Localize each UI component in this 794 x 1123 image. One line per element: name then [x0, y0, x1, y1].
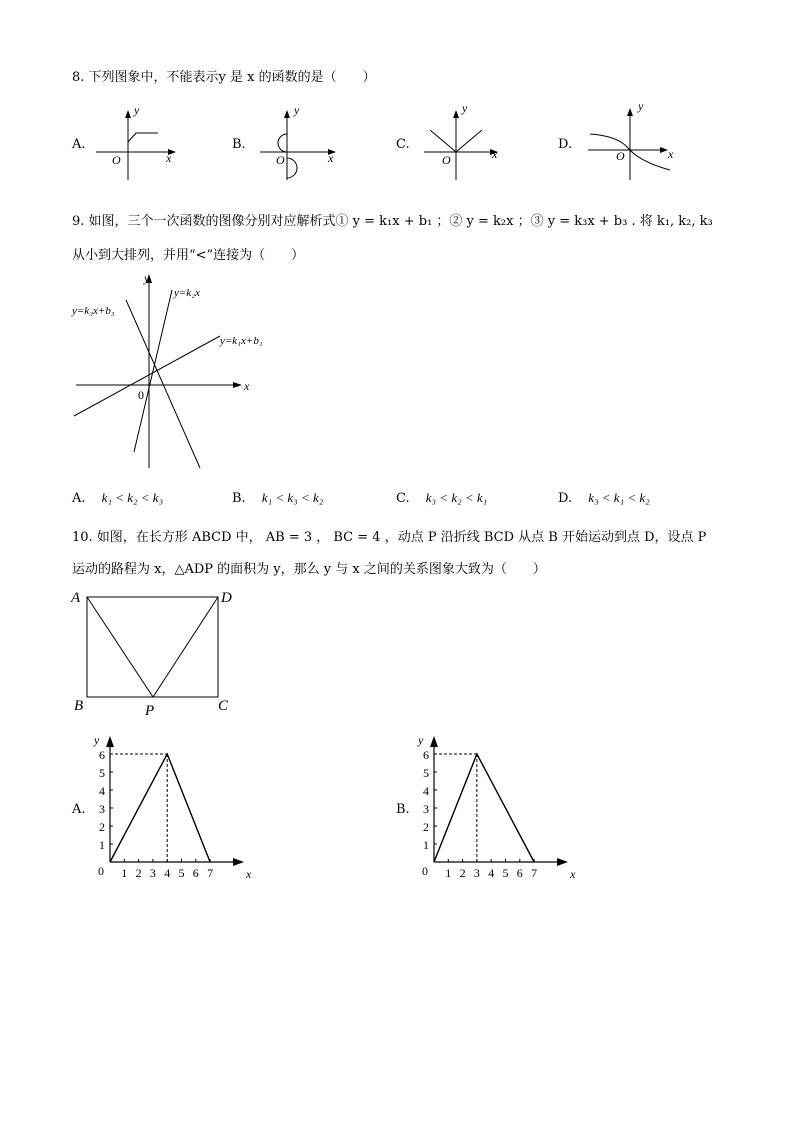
q9-origin: 0	[138, 388, 144, 402]
y-tick-label: 1	[99, 838, 105, 852]
q8-graph-a	[92, 100, 182, 185]
x-tick-label: 3	[473, 866, 480, 880]
q8-option-c-label[interactable]: C.	[396, 137, 410, 152]
y-axis-arrow	[106, 736, 114, 747]
q9-stem-line2: 从小到大排列，并用“<”连接为（ ）	[72, 248, 305, 263]
x-tick-label: 1	[445, 866, 452, 880]
q9-option-a-text: k₁ < k₂ < k₃	[101, 490, 164, 505]
q10-graph-a	[92, 735, 252, 885]
x-tick-label: 1	[121, 866, 128, 880]
q9-option-d[interactable]	[558, 490, 650, 506]
y-tick-label: 3	[99, 802, 105, 816]
q8-option-b-label[interactable]: B.	[232, 137, 246, 152]
x-tick-label: 2	[135, 866, 142, 880]
q10-point-b: B	[74, 698, 84, 714]
q9-x: x	[244, 379, 250, 393]
q10-point-c: C	[218, 698, 229, 714]
q9-option-c-letter: C.	[396, 491, 410, 506]
q10-stem-line2: 运动的路程为 x，△ADP 的面积为 y，那么 y 与 x 之间的关系图象大致为（ ）	[72, 562, 546, 577]
q10-point-d: D	[221, 590, 232, 606]
origin-label: 0	[422, 864, 428, 878]
q8-option-d-label[interactable]: D.	[558, 137, 573, 152]
y-tick-label: 4	[99, 784, 105, 798]
q9-y: y	[144, 271, 150, 285]
q8-graph-d	[584, 98, 684, 183]
q10-option-b-label[interactable]: B.	[396, 802, 410, 817]
q8d-origin: O	[616, 149, 625, 163]
x-axis-label: x	[246, 867, 252, 881]
x-tick-label: 7	[207, 866, 214, 880]
y-tick-label: 6	[99, 748, 105, 762]
x-tick-label: 6	[516, 866, 523, 880]
q9-option-c-text: k₃ < k₂ < k₁	[425, 490, 488, 505]
x-tick-label: 6	[192, 866, 199, 880]
q8b-y: y	[294, 103, 300, 117]
x-tick-label: 5	[178, 866, 185, 880]
y-tick-label: 2	[423, 820, 429, 834]
q9-option-b-text: k₁ < k₃ < k₂	[261, 490, 324, 505]
x-tick-label: 5	[502, 866, 509, 880]
q8a-x: x	[166, 151, 172, 165]
q10-point-p: P	[145, 703, 155, 719]
q9-option-b[interactable]	[232, 490, 323, 506]
q8d-x: x	[668, 147, 674, 161]
x-tick-label: 2	[459, 866, 466, 880]
y-tick-label: 5	[99, 766, 105, 780]
q9-option-b-letter: B.	[232, 491, 246, 506]
q8c-y: y	[462, 101, 468, 115]
q10-graph-b	[416, 735, 576, 885]
function-graph	[434, 754, 534, 862]
q9-option-d-text: k₃ < k₁ < k₂	[588, 490, 650, 505]
x-axis-label: x	[570, 867, 576, 881]
q9-figure	[70, 270, 280, 475]
q9-option-a-letter: A.	[72, 491, 86, 506]
y-tick-label: 4	[423, 784, 429, 798]
q10-stem-line1: 10. 如图，在长方形 ABCD 中， AB = 3 ， BC = 4 ，动点 P 沿折线 BCD 从点 B 开始运动到点 D，设点 P	[72, 530, 707, 545]
q8a-origin: O	[112, 153, 121, 167]
function-graph	[110, 754, 210, 862]
y-tick-label: 3	[423, 802, 429, 816]
y-tick-label: 2	[99, 820, 105, 834]
y-axis-label: y	[94, 733, 100, 747]
q9-label-line1: y=k₁x+b₁	[220, 335, 263, 347]
q8b-origin: O	[276, 153, 285, 167]
x-tick-label: 3	[149, 866, 156, 880]
y-tick-label: 5	[423, 766, 429, 780]
y-axis-label: y	[418, 733, 424, 747]
q8b-x: x	[328, 151, 334, 165]
q9-label-line2: y=k₂x	[174, 287, 200, 299]
x-axis-arrow	[557, 858, 568, 866]
q8-stem: 8. 下列图象中，不能表示y 是 x 的函数的是（ ）	[72, 70, 376, 85]
q8c-x: x	[492, 147, 498, 161]
q10-option-a-label[interactable]: A.	[72, 802, 86, 817]
q8c-origin: O	[442, 153, 451, 167]
q9-option-a[interactable]	[72, 490, 163, 506]
q8d-y: y	[638, 99, 644, 113]
q8-option-a-label[interactable]: A.	[72, 137, 86, 152]
y-tick-label: 1	[423, 838, 429, 852]
q10-rectangle-figure	[66, 585, 246, 720]
q9-stem-line1: 9. 如图，三个一次函数的图像分别对应解析式① y = k₁x + b₁ ；② y = k₂x ；③ y = k₃x + b₃ . 将 k₁, k₂, k₃	[72, 214, 713, 229]
origin-label: 0	[98, 864, 104, 878]
x-axis-arrow	[233, 858, 244, 866]
q8a-y: y	[134, 103, 140, 117]
x-tick-label: 7	[531, 866, 538, 880]
y-tick-label: 6	[423, 748, 429, 762]
q8-graph-b	[256, 100, 346, 185]
q9-label-line3: y=k₃x+b₃	[72, 305, 115, 317]
q10-point-a: A	[71, 590, 81, 606]
x-tick-label: 4	[488, 866, 495, 880]
q8-graph-c	[420, 100, 510, 185]
x-tick-label: 4	[164, 866, 171, 880]
q9-option-d-letter: D.	[558, 491, 573, 506]
y-axis-arrow	[430, 736, 438, 747]
q9-option-c[interactable]	[396, 490, 487, 506]
